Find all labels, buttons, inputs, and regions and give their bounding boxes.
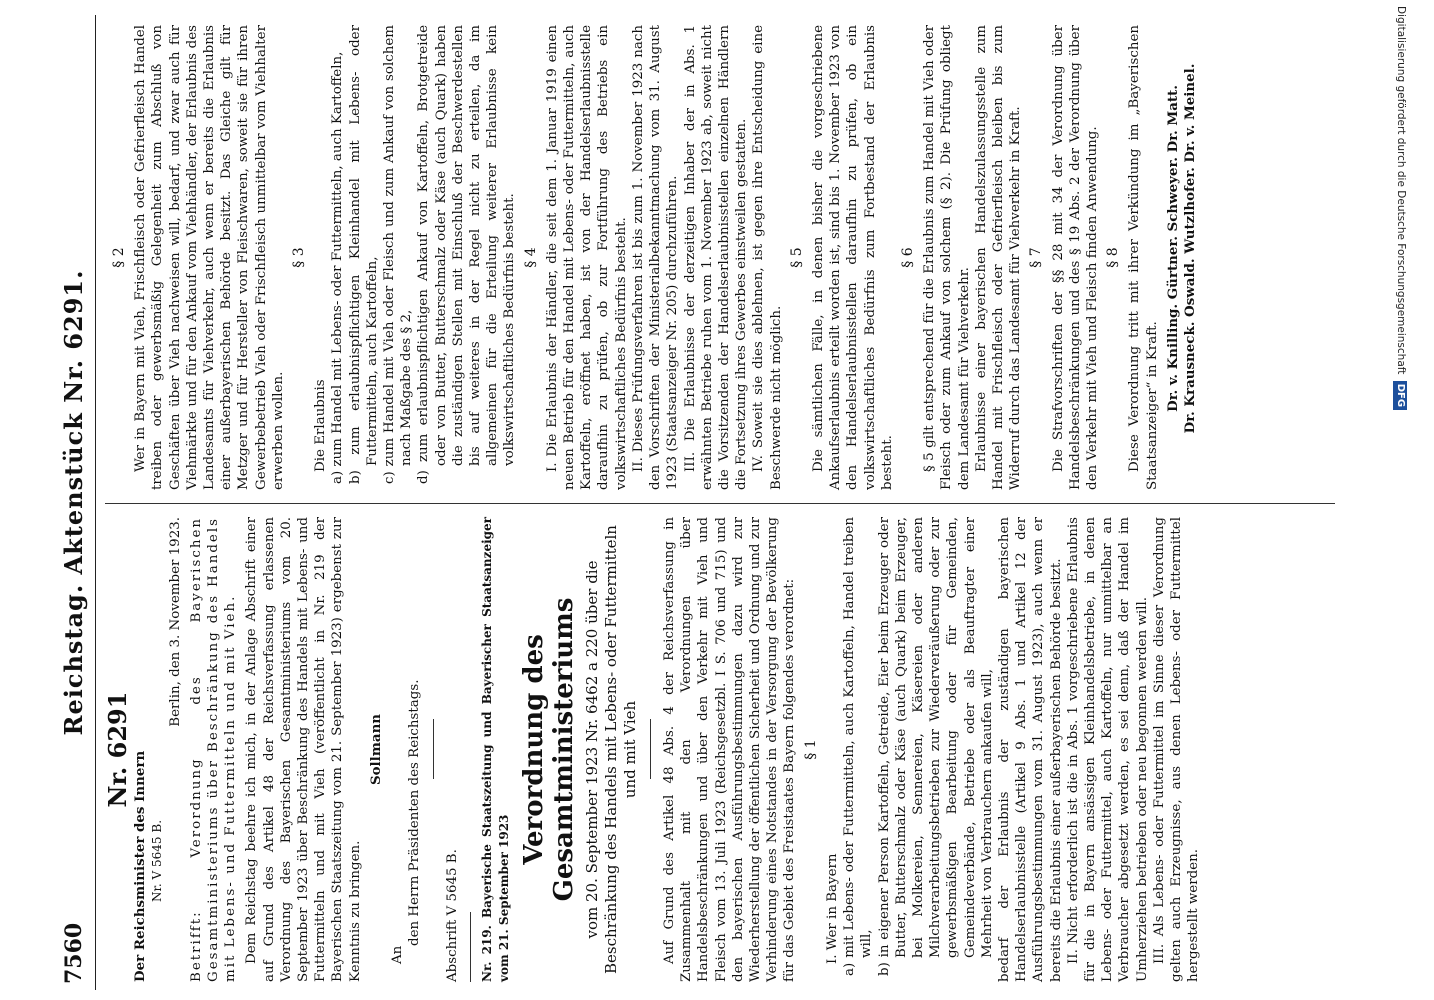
signatories-line-1: Dr. v. Knilling. Gürtner. Schweyer. Dr. Matt. <box>1164 85 1181 412</box>
betrifft: Betrifft: Verordnung des Bayerischen Gesamtministeriums über Beschränkung des Handels mit Lebens- und Futtermitteln und mit Vieh. <box>188 517 239 982</box>
section-3-a: a) zum Handel mit Lebens- oder Futtermitteln, auch Kartoffeln, <box>330 51 346 484</box>
section-4-heading: § 4 <box>522 247 539 268</box>
section-5-heading: § 5 <box>788 247 805 268</box>
section-3-b: b) zum erlaubnispflichtigen Kleinhandel mit Lebens- oder Futtermitteln, auch Kartoffeln, <box>347 25 380 484</box>
dfg-sidebar <box>1390 6 1412 994</box>
section-4-III: III. Die Erlaubnisse der derzeitigen Inhaber der in Abs. 1 erwähnten Betriebe ruhen vom 1. November 1923 ab, soweit nicht die Vorsitzenden der Handelserlaubnisstellen einzelnen Händlern die Fortsetzung ihres Gewerbes einstweilen gestatten. <box>682 25 750 490</box>
section-1-b: b) in eigener Person Kartoffeln, Getreide, Eier beim Erzeuger oder Butter, Butterschmalz oder Käse (auch Quark) beim Erzeuger, bei Molkereien, Sennereien, Käsereien oder anderen Milchverarbeitungsbetrieben zur Wiederveräußerung oder zur gewerbsmäßigen Bearbeitung oder für Gemeinden, Gemeindeverbände, Betriebe oder als Beauftragter einer Mehrheit von Verbrauchern ankaufen will, <box>876 517 995 976</box>
section-3-d: d) zum erlaubnispflichtigen Ankauf von Kartoffeln, Brotgetreide oder von Butter, Butterschmalz oder Käse (auch Quark) haben die zuständigen Stellen mit Einschluß der Beschwerdestellen bis auf weiteres in der Regel nicht zu erteilen, da im allgemeinen für die Erteilung weiterer Erlaubnisse kein volkswirtschaftliches Bedürfnis besteht. <box>416 25 518 484</box>
recipient: den Herrn Präsidenten des Reichstags. <box>407 679 423 946</box>
section-7-heading: § 7 <box>1028 247 1045 268</box>
section-8-text: Diese Verordnung tritt mit ihrer Verkündung im „Bayerischen Staatsanzeiger“ in Kraft. <box>1127 25 1160 490</box>
column-divider <box>105 503 1335 504</box>
section-4-I: I. Die Erlaubnis der Händler, die seit dem 1. Januar 1919 einen neuen Betrieb für den Handel mit Lebens- oder Futtermitteln, auch Kartoffeln, eröffnet haben, ist von der Handelserlaubnisstelle daraufhin zu prüfen, ob zur Fortführung des Betriebs ein volkswirtschaftliches Bedürfnis besteht. <box>544 25 629 490</box>
divider <box>433 720 434 780</box>
section-6-heading: § 6 <box>899 247 916 268</box>
page-number: 7560 <box>61 922 87 984</box>
signatories-line-2: Dr. Krausneck. Oswald. Wutzlhofer. Dr. v. Meinel. <box>1181 63 1198 434</box>
section-4-IV: IV. Soweit sie dies ablehnen, ist gegen ihre Entscheidung eine Beschwerde nicht möglich. <box>751 25 784 490</box>
dfg-logo: DFG <box>1393 381 1407 410</box>
dfg-notice: Digitalisierung gefördert durch die Deutsche Forschungsgemeinschaft <box>1395 6 1407 375</box>
section-2-heading: § 2 <box>111 247 127 268</box>
section-1-heading: § 1 <box>802 739 819 760</box>
section-3-c: c) zum Handel mit Vieh oder Fleisch und zum Ankauf von solchem nach Maßgabe des § 2, <box>382 25 415 484</box>
decree-subtitle: vom 20. September 1923 Nr. 6462 a 220 über die Beschränkung des Handels mit Lebens- oder Futtermitteln und mit Vieh <box>583 525 640 974</box>
right-column <box>107 25 1199 490</box>
divider <box>470 912 471 982</box>
document-number: Nr. 6291 <box>103 691 132 808</box>
date-line: Berlin, den 3. November 1923. <box>167 517 183 727</box>
decree-title: Verordnung des Gesamtministeriums <box>519 597 580 902</box>
cover-letter-body: Dem Reichstag beehre ich mich, in der Anlage Abschrift einer auf Grund des Artikel 48 der Reichsverfassung erlassenen Verordnung des Bayerischen Gesamtministeriums vom 20. September 1923 über Beschränkung des Handels mit Lebens- und Futtermitteln und mit Vieh (veröffentlicht in Nr. 219 der Bayerischen Staatszeitung vom 21. September 1923) ergebenst zur Kenntnis zu bringen. <box>244 517 363 982</box>
source-line: Nr. 219. Bayerische Staatszeitung und Bayerischer Staatsanzeiger vom 21. September 1923 <box>479 517 511 982</box>
section-5-text: Die sämtlichen Fälle, in denen bisher die vorgeschriebene Ankaufserlaubnis erteilt worden ist, sind bis 1. November 1923 von den Handelserlaubnisstellen daraufhin zu prüfen, ob ein volkswirtschaftliches Bedürfnis zum Fortbestand der Erlaubnis besteht. <box>810 25 895 490</box>
section-1-intro: I. Wer in Bayern <box>824 853 840 964</box>
section-8-heading: § 8 <box>1105 247 1122 268</box>
section-7-text: Die Strafvorschriften der §§ 28 mit 34 der Verordnung über Handelsbeschränkungen und des § 19 Abs. 2 der Verordnung über den Verkehr mit Vieh und Fleisch finden Anwendung. <box>1050 25 1100 490</box>
reference: Nr. V 5645 B. <box>150 819 165 902</box>
signature: Sollmann <box>367 713 384 786</box>
section-1-II: II. Nicht erforderlich ist die in Abs. 1 vorgeschriebene Erlaubnis für die in Bayern ansässigen Kleinhandelsbetriebe, in denen Lebens- oder Futtermittel, auch Kartoffeln, nur unmittelbar an Verbraucher abgesetzt werden, es sei denn, daß der Handel im Umherziehen betrieben oder neu begonnen werden will. <box>1065 517 1150 982</box>
header-title: Reichstag. Aktenstück Nr. 6291. <box>59 269 88 736</box>
rotated-document <box>55 15 1340 990</box>
section-1-c: bedarf der Erlaubnis der zuständigen bayerischen Handelserlaubnisstelle (Artikel 9 Abs. 1 und Artikel 12 der Ausführungsbestimmungen vom 31. August 1923), auch wenn er bereits die Erlaubnis einer außerbayerischen Behörde besitzt. <box>996 517 1064 982</box>
section-1-a: a) mit Lebens- oder Futtermitteln, auch Kartoffeln, Handel treiben will, <box>842 517 875 976</box>
section-6-text2: Erlaubnisse einer bayerischen Handelszulassungsstelle zum Handel mit Frischfleisch oder Gefrierfleisch bleiben bis zum Widerruf durch das Landesamt für Viehverkehr in Kraft. <box>973 25 1024 490</box>
preamble: Auf Grund des Artikel 48 Abs. 4 der Reichsverfassung in Zusammenhalt mit den Verordnungen über Handelsbeschränkungen und über den Verkehr mit Vieh und Fleisch vom 13. Juli 1923 (Reichsgesetzbl. I S. 706 und 715) und den bayerischen Ausführungsbestimmungen dazu wird zur Wiederherstellung der öffentlichen Sicherheit und Ordnung und zur Verhinderung eines Notstandes in der Versorgung der Bevölkerung für das Gebiet des Freistaates Bayern folgendes verordnet: <box>662 517 798 982</box>
section-1-III: III. Als Lebens- oder Futtermittel im Sinne dieser Verordnung gelten auch Erzeugnisse, aus denen Lebens- oder Futtermittel hergestellt werden. <box>1151 517 1202 982</box>
section-4-II: II. Dieses Prüfungsverfahren ist bis zum 1. November 1923 nach den Vorschriften der Ministerialbekanntmachung vom 31. August 1923 (Staatsanzeiger Nr. 205) durchzuführen. <box>630 25 681 490</box>
section-3-intro: Die Erlaubnis <box>313 379 329 472</box>
an-label: An <box>390 945 406 964</box>
section-6-text: § 5 gilt entsprechend für die Erlaubnis zum Handel mit Vieh oder Fleisch oder zum Ankauf von solchem (§ 2). Die Prüfung obliegt dem Landesamt für Viehverkehr. <box>922 25 972 490</box>
running-header <box>55 15 96 990</box>
section-3-heading: § 3 <box>291 247 308 268</box>
divider <box>650 720 651 780</box>
sender: Der Reichsminister des Innern <box>132 750 149 982</box>
abschrift: Abschrift V 5645 B. <box>445 849 461 982</box>
left-column <box>103 517 1202 982</box>
section-2-text: Wer in Bayern mit Vieh, Frischfleisch oder Gefrierfleisch Handel treiben oder gewerbsmäßig Gelegenheit zum Abschluß von Geschäften über Vieh nachweisen will, bedarf, und zwar auch für Viehmärkte und für den Ankauf vom Viehhändler, der Erlaubnis des Landesamts für Viehverkehr, auch wenn er bereits die Erlaubnis einer außerbayerischen Behörde besitzt. Das Gleiche gilt für Metzger und für Hersteller von Fleischwaren, soweit sie für ihren Gewerbebetrieb Vieh oder Frischfleisch unmittelbar vom Viehhalter erwerben wollen. <box>133 25 286 490</box>
